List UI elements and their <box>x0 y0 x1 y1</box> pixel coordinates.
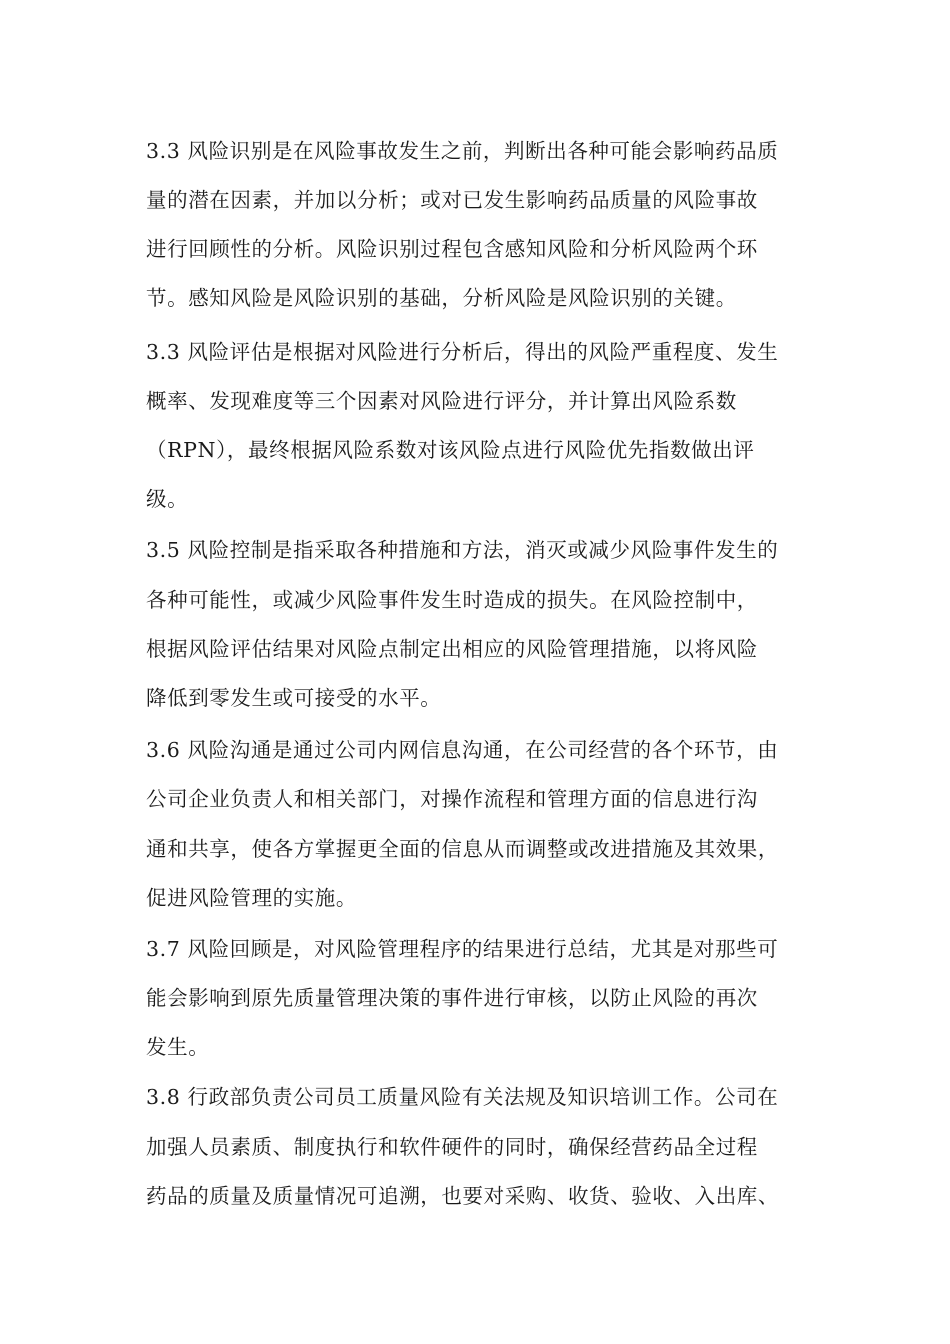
text-line: 加强人员素质、制度执行和软件硬件的同时，确保经营药品全过程 <box>146 1135 758 1159</box>
text-line: 级。 <box>146 487 189 511</box>
text-line: 通和共享，使各方掌握更全面的信息从而调整或改进措施及其效果， <box>146 837 779 861</box>
text-line: 各种可能性，或减少风险事件发生时造成的损失。在风险控制中， <box>146 588 758 612</box>
text-line: 3.3 风险评估是根据对风险进行分析后，得出的风险严重程度、发生 <box>146 340 779 364</box>
text-line: 公司企业负责人和相关部门，对操作流程和管理方面的信息进行沟 <box>146 787 758 811</box>
text-line: 节。感知风险是风险识别的基础，分析风险是风险识别的关键。 <box>146 286 737 310</box>
text-line: 3.5 风险控制是指采取各种措施和方法，消灭或减少风险事件发生的 <box>146 538 779 562</box>
text-line: 药品的质量及质量情况可追溯，也要对采购、收货、验收、入出库、 <box>146 1184 779 1208</box>
text-line: 降低到零发生或可接受的水平。 <box>146 686 442 710</box>
text-line: 3.3 风险识别是在风险事故发生之前，判断出各种可能会影响药品质 <box>146 139 779 163</box>
text-line: 量的潜在因素，并加以分析；或对已发生影响药品质量的风险事故 <box>146 188 758 212</box>
text-line: 3.6 风险沟通是通过公司内网信息沟通，在公司经营的各个环节，由 <box>146 738 779 762</box>
text-line: 3.8 行政部负责公司员工质量风险有关法规及知识培训工作。公司在 <box>146 1085 779 1109</box>
text-line: 3.7 风险回顾是，对风险管理程序的结果进行总结，尤其是对那些可 <box>146 937 779 961</box>
text-line: 促进风险管理的实施。 <box>146 886 357 910</box>
text-line: （RPN），最终根据风险系数对该风险点进行风险优先指数做出评 <box>146 438 755 462</box>
text-line: 发生。 <box>146 1035 210 1059</box>
text-line: 概率、发现难度等三个因素对风险进行评分，并计算出风险系数 <box>146 389 737 413</box>
text-line: 进行回顾性的分析。风险识别过程包含感知风险和分析风险两个环 <box>146 237 758 261</box>
text-line: 根据风险评估结果对风险点制定出相应的风险管理措施，以将风险 <box>146 637 758 661</box>
text-line: 能会影响到原先质量管理决策的事件进行审核，以防止风险的再次 <box>146 986 758 1010</box>
